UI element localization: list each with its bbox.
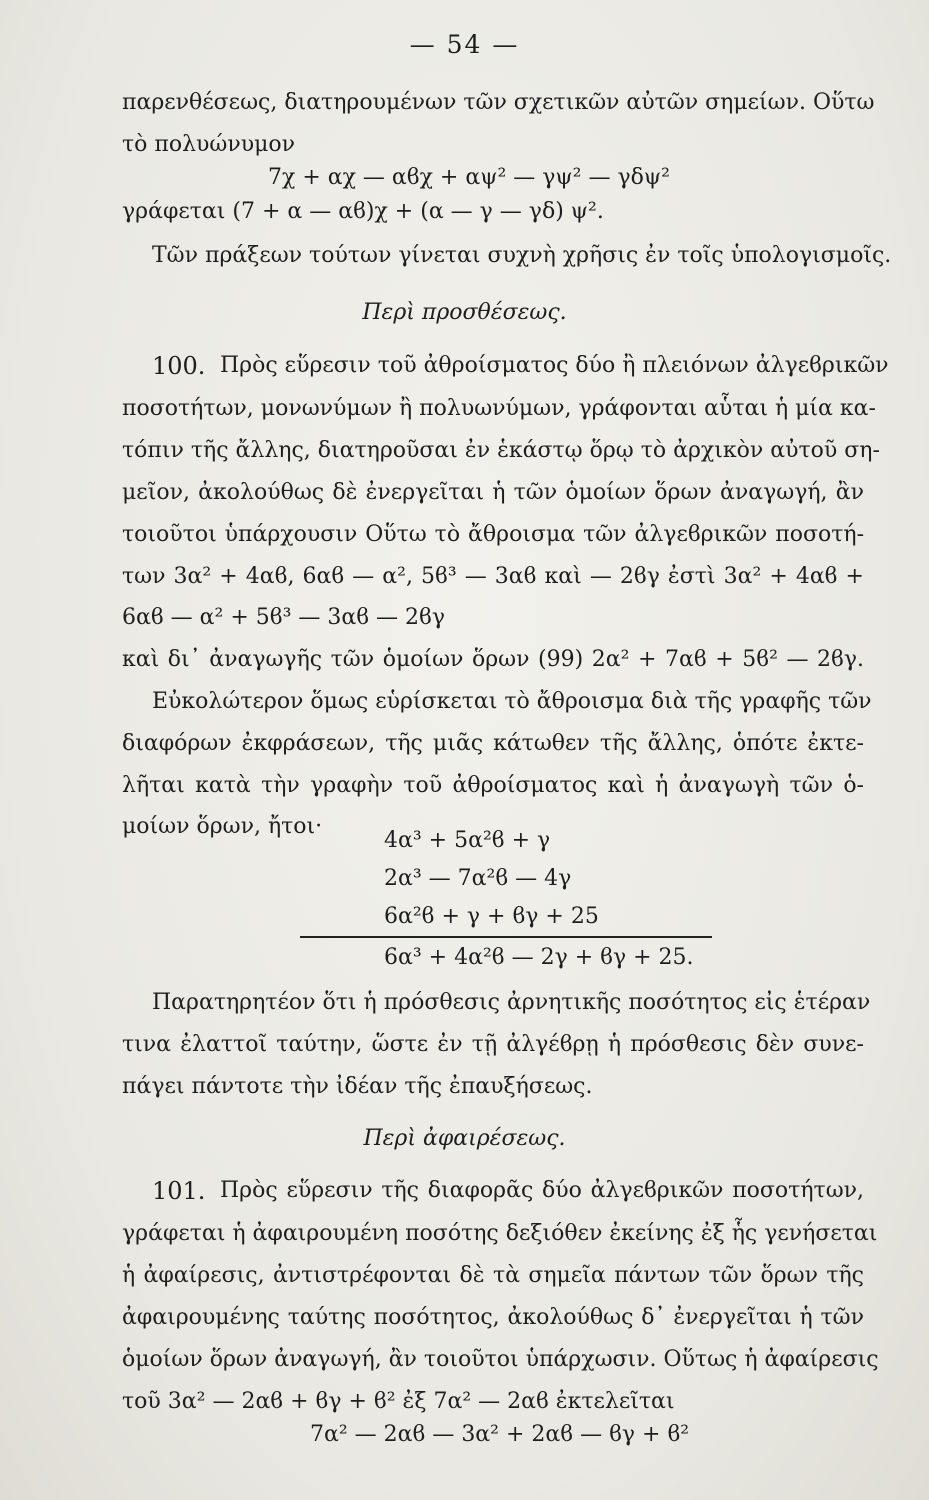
text-line: Εὐκολώτερον ὅμως εὑρίσκεται τὸ ἄθροισμα διὰ τῆς γραφῆς τῶν: [152, 689, 872, 714]
sum-row: 2α³ — 7α²ϐ — 4γ: [384, 866, 572, 891]
text-line: μοίων ὅρων, ἤτοι·: [122, 814, 323, 839]
paragraph-number: 101.: [152, 1177, 206, 1205]
text-line: ἡ ἀφαίρεσις, ἀντιστρέφονται δὲ τὰ σημεῖα πάντων τῶν ὅρων τῆς: [122, 1263, 864, 1288]
formula-line: 6αϐ — α² + 5ϐ³ — 3αϐ — 2ϐγ: [122, 605, 445, 630]
text-line: Πρὸς εὕρεσιν τοῦ ἀθροίσματος δύο ἢ πλειόνων ἀλγεϐρικῶν: [220, 353, 889, 378]
text-line: διαφόρων ἐκφράσεων, τῆς μιᾶς κάτωθεν τῆς ἄλλης, ὁπότε ἐκτε-: [122, 731, 864, 756]
formula-line: 7χ + αχ — αϐχ + αψ² — γψ² — γδψ²: [268, 165, 670, 190]
sum-row: 4α³ + 5α²ϐ + γ: [384, 828, 551, 853]
text-line: μεῖον, ἀκολούθως δὲ ἐνεργεῖται ἡ τῶν ὁμοίων ὅρων ἀναγωγή, ἂν: [122, 480, 864, 505]
text-line: πάγει πάντοτε τὴν ἰδέαν τῆς ἐπαυξήσεως.: [122, 1074, 593, 1099]
formula-line: 7α² — 2αϐ — 3α² + 2αϐ — ϐγ + ϐ²: [310, 1422, 690, 1447]
text-line: γράφεται ἡ ἀφαιρουμένη ποσότης δεξιόθεν ἐκείνης ἐξ ἧς γενήσεται: [122, 1221, 878, 1246]
text-line: λῆται κατὰ τὴν γραφὴν τοῦ ἀθροίσματος καὶ ἡ ἀναγωγὴ τῶν ὁ-: [122, 773, 864, 798]
section-heading-subtraction: Περὶ ἀφαιρέσεως.: [363, 1126, 566, 1151]
formula-line: γράφεται (7 + α — αϐ)χ + (α — γ — γδ) ψ².: [122, 199, 604, 224]
paragraph-number: 100.: [152, 352, 206, 380]
text-line: καὶ δι᾽ ἀναγωγῆς τῶν ὁμοίων ὅρων (99) 2α² + 7αϐ + 5ϐ² — 2ϐγ.: [122, 647, 864, 672]
text-line: ὁμοίων ὅρων ἀναγωγή, ἂν τοιοῦτοι ὑπάρχωσιν. Οὕτως ἡ ἀφαίρεσις: [122, 1347, 879, 1372]
page-number: — 54 —: [409, 30, 520, 59]
sum-rule: [300, 936, 712, 938]
text-line: Πρὸς εὕρεσιν τῆς διαφορᾶς δύο ἀλγεϐρικῶν ποσοτήτων,: [220, 1178, 864, 1203]
text-line: ἀφαιρουμένης ταύτης ποσότητος, ἀκολούθως δ᾽ ἐνεργεῖται ἡ τῶν: [122, 1305, 864, 1330]
formula-line: τοῦ 3α² — 2αϐ + ϐγ + ϐ² ἐξ 7α² — 2αϐ ἐκτελεῖται: [122, 1389, 675, 1414]
text-line: τόπιν τῆς ἄλλης, διατηροῦσαι ἐν ἑκάστῳ ὅρῳ τὸ ἀρχικὸν αὐτοῦ ση-: [122, 438, 880, 463]
text-line: Τῶν πράξεων τούτων γίνεται συχνὴ χρῆσις ἐν τοῖς ὑπολογισμοῖς.: [152, 243, 892, 268]
text-line: παρενθέσεως, διατηρουμένων τῶν σχετικῶν αὐτῶν σημείων. Οὕτω: [122, 90, 875, 115]
sum-row: 6α²ϐ + γ + ϐγ + 25: [384, 904, 599, 929]
text-line: τοιοῦτοι ὑπάρχουσιν Οὕτω τὸ ἄθροισμα τῶν ἀλγεϐρικῶν ποσοτή-: [122, 522, 864, 547]
sum-result: 6α³ + 4α²ϐ — 2γ + ϐγ + 25.: [384, 945, 694, 970]
text-line: Παρατηρητέον ὅτι ἡ πρόσθεσις ἀρνητικῆς ποσότητος εἰς ἑτέραν: [152, 990, 871, 1015]
text-line: των 3α² + 4αϐ, 6αϐ — α², 5ϐ³ — 3αϐ καὶ — 2ϐγ ἐστὶ 3α² + 4αϐ +: [122, 564, 864, 589]
text-line: τὸ πολυώνυμον: [122, 132, 296, 157]
text-line: τινα ἐλαττοῖ ταύτην, ὥστε ἐν τῇ ἀλγέϐρῃ ἡ πρόσθεσις δὲν συνε-: [122, 1032, 864, 1057]
section-heading-addition: Περὶ προσθέσεως.: [362, 300, 567, 325]
text-line: ποσοτήτων, μονωνύμων ἢ πολυωνύμων, γράφονται αὗται ἡ μία κα-: [122, 396, 876, 421]
